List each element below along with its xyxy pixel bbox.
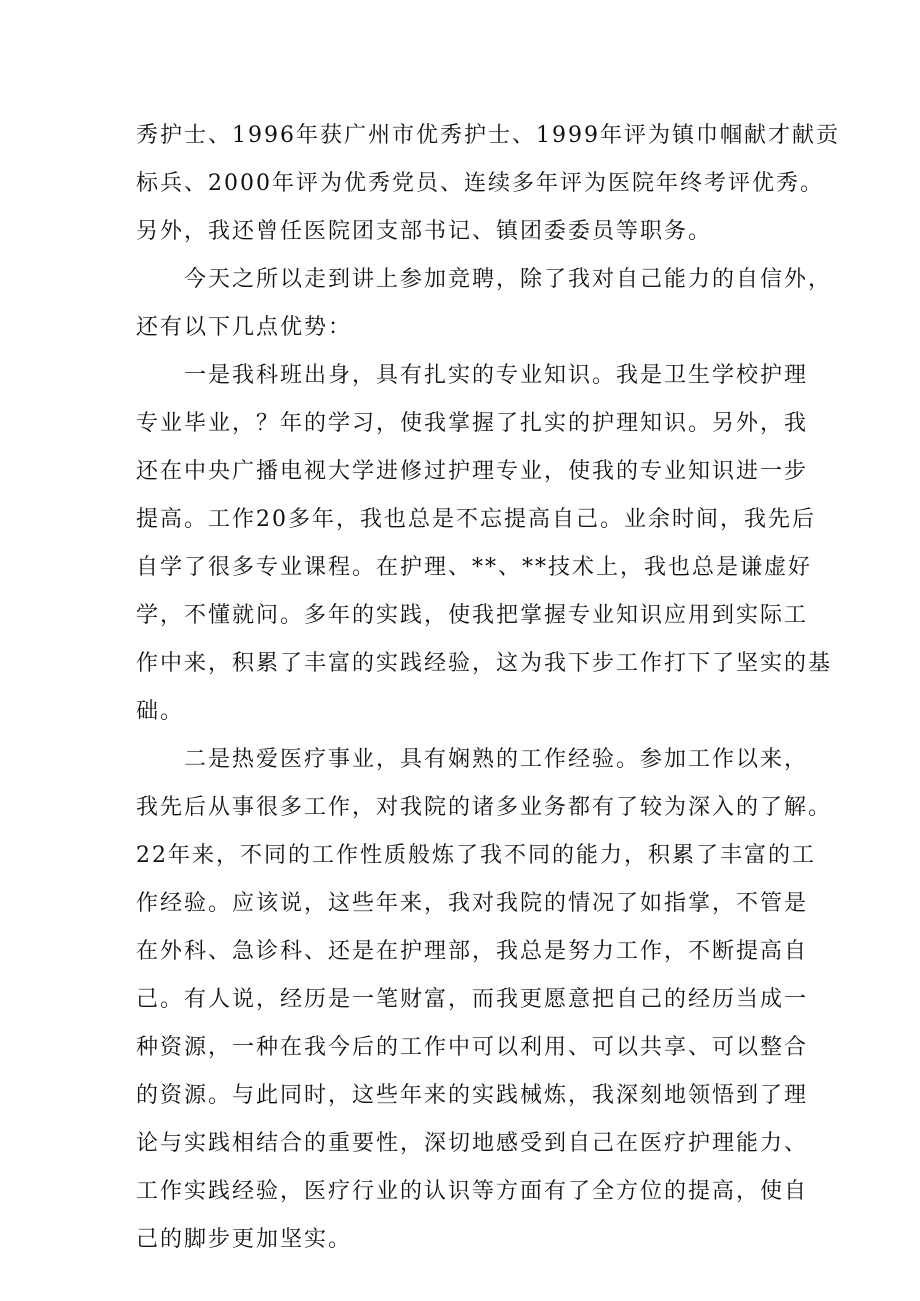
paragraph-first-line: 二是热爱医疗事业，具有娴熟的工作经验。参加工作以来， — [184, 747, 809, 772]
text-line: 在外科、急诊科、还是在护理部，我总是努力工作，不断提高自 — [136, 939, 809, 964]
paragraph-first-line: 今天之所以走到讲上参加竞聘，除了我对自己能力的自信外， — [184, 267, 833, 292]
document-body — [136, 112, 840, 1264]
text-line: 标兵、2000年评为优秀党员、连续多年评为医院年终考评优秀。 — [136, 171, 824, 196]
text-line: 专业毕业，？年的学习，使我掌握了扎实的护理知识。另外，我 — [136, 411, 809, 436]
text-line: 22年来，不同的工作性质般炼了我不同的能力，积累了丰富的工 — [136, 843, 816, 868]
text-line: 自学了很多专业课程。在护理、**、**技术上，我也总是谦虚好 — [136, 555, 813, 580]
text-line: 秀护士、1996年获广州市优秀护士、1999年评为镇巾帼献才献贡 — [136, 123, 840, 148]
text-line: 另外，我还曾任医院团支部书记、镇团委委员等职务。 — [136, 219, 713, 244]
text-line: 的资源。与此同时，这些年来的实践械炼，我深刻地领悟到了理 — [136, 1083, 809, 1108]
text-line: 学，不懂就问。多年的实践，使我把掌握专业知识应用到实际工 — [136, 603, 809, 628]
text-line: 工作实践经验，医疗行业的认识等方面有了全方位的提高，使自 — [136, 1179, 809, 1204]
text-line: 己的脚步更加坚实。 — [136, 1227, 353, 1252]
text-line: 础。 — [136, 699, 185, 724]
text-line: 作中来，积累了丰富的实践经验，这为我下步工作打下了坚实的基 — [136, 651, 833, 676]
text-line: 提高。工作20多年，我也总是不忘提高自己。业余时间，我先后 — [136, 507, 816, 532]
text-line: 作经验。应该说，这些年来，我对我院的情况了如指掌，不管是 — [136, 891, 809, 916]
text-line: 论与实践相结合的重要性，深切地感受到自己在医疗护理能力、 — [136, 1131, 809, 1156]
text-line: 种资源，一种在我今后的工作中可以利用、可以共享、可以整合 — [136, 1035, 809, 1060]
text-line: 己。有人说，经历是一笔财富，而我更愿意把自己的经历当成一 — [136, 987, 809, 1012]
paragraph-first-line: 一是我科班出身，具有扎实的专业知识。我是卫生学校护理 — [184, 363, 809, 388]
text-line: 还有以下几点优势： — [136, 315, 353, 340]
text-line: 还在中央广播电视大学进修过护理专业，使我的专业知识进一步 — [136, 459, 809, 484]
text-line: 我先后从事很多工作，对我院的诸多业务都有了较为深入的了解。 — [136, 795, 833, 820]
